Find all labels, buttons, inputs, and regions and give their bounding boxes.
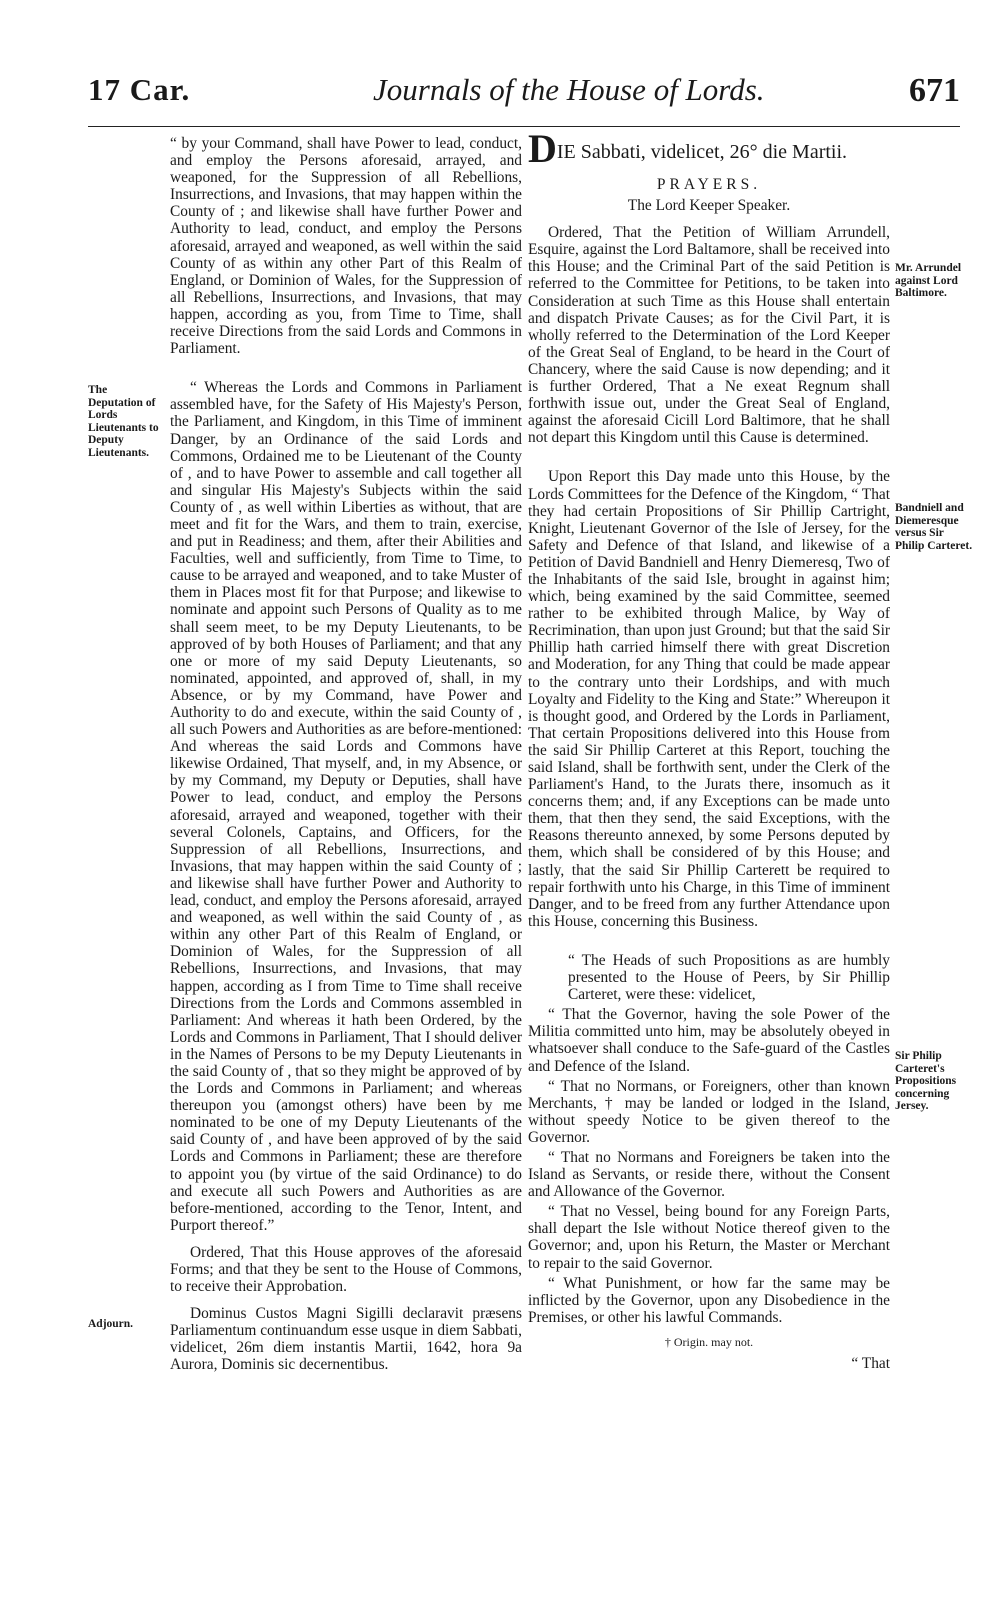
deputation-paragraph: “ Whereas the Lords and Commons in Parliament assembled have, for the Safety of His Majesty's Person, the Parliament, and Kingdom, in this Time of imminent Danger, by an Ordinance of the said Lords and Commons, Ordained me to be Lieutenant of the County of , and to have Power to assemble and call together all and singular His Majesty's Subjects within the said County of , as well within Liberties as without, that are meet and fit for the Wars, and them to train, exercise, and put in Readiness; and them, after their Abilities and Faculties, well and sufficiently, from Time to Time, to cause to be arrayed and weaponed, and to take Muster of them in Places most fit for that Purpose; and likewise to nominate and appoint such Persons of Quality as to me shall seem meet, to be my Deputy Lieutenants, to be approved of by both Houses of Parliament; and that any one or more of my said Deputy Lieutenants, so nominated, appointed, and approved of, shall, in my Absence, or by my Command, have Power and Authority to do and execute, within the said County of , all such Powers and Authorities as are before-mentioned: And whereas the said Lords and Commons have likewise Ordained, That myself, and, in my Absence, or by my Command, my Deputy or Deputies, shall have Power to lead, conduct, and employ the Persons aforesaid, arrayed and weaponed, together with their several Colonels, Captains, and Officers, for the Suppression of all Rebellions, Insurrections, and Invasions, that may happen within the said County of ; and likewise shall have further Power and Authority to lead, conduct, and employ the Persons aforesaid, arrayed and weaponed, as well within the said County of , as within any other Part of this Realm of England, or Dominion of Wales, for the Suppression of all Rebellions, Insurrections, and Invasions, that may happen, according as I from Time to Time shall receive Directions from the Lords and Commons assembled in Parliament: And whereas it hath been Ordered, by the Lords and Commons in Parliament, That I should deliver in the Names of Persons to be my Deputy Lieutenants in the said County of , that so they might be approved of by the Lords and Commons in Parliament; and whereas thereupon you (amongst others) have been by me nominated to be one of my Deputy Lieutenants of the said County of , and have been approved of by the said Lords and Commons in Parliament; these are therefore to appoint you (by virtue of the said Ordinance) to do and execute all such Powers and Authorities as are before-mentioned, according to the Tenor, Intent, and Purport thereof.” [170, 379, 522, 1234]
margin-note-arrundell: Mr. Arrundel against Lord Baltimore. [895, 262, 962, 299]
ordinance-continuation: “ by your Command, shall have Power to lead, conduct, and employ the Persons aforesaid, arrayed, and weaponed, for the Suppression of all Rebellions, Insurrections, and Invasions, that may happen within the County of ; and likewise shall have further Power and Authority to lead, conduct, and employ the Persons aforesaid, arrayed and weaponed, as well within the said County of as within any other Part of this Realm of England, or Dominion of Wales, for the Suppression of all Rebellions, Insurrections, and Invasions, that may happen, according as you, from Time to Time, shall receive Directions from the said Lords and Commons in Parliament. [170, 135, 522, 358]
speaker-line: The Lord Keeper Speaker. [627, 197, 791, 215]
proposition-item: “ What Punishment, or how far the same may be inflicted by the Governor, upon any Disobedience in the Premises, or other his lawful Commands. [528, 1274, 890, 1326]
proposition-item: “ That no Normans and Foreigners be taken into the Island as Servants, or reside there, without the Consent and Allowance of the Governor. [528, 1148, 890, 1201]
jersey-report-paragraph: Upon Report this Day made unto this House, by the Lords Committees for the Defence of the Kingdom, “ That they had certain Propositions of Sir Phillip Cartright, Knight, Lieutenant Governor of the Isle of Jersey, for the Safety and Defence of that Island, and likewise of a Petition of David Bandniell and Henry Diemeresq, Two of the Inhabitants of the said Isle, brought in against him; which, being examined by the said Committee, seemed rather to be exhibited through Malice, by Way of Recrimination, than upon just Ground; but that the said Sir Phillip hath carried himself there with great Discretion and Moderation, for any Thing that could be made appear to the contrary unto their Lordships, and with much Loyalty and Fidelity to the King and State:” Whereupon it is thought good, and Ordered by the Lords in Parliament, That certain Propositions delivered into this House from the said Sir Phillip Carteret at this Report, touching the said Island, shall be forthwith sent, under the Clerk of the Parliament's Hand, to the Jurats there, insomuch as it concerns them; and, if any Exceptions can be made unto them, that then they send, the said Exceptions, with the Reasons thereunto annexed, by some Persons deputed by them, which shall be considered of by this House; and lastly, that the said Sir Phillip Carterett be required to repair forthwith unto his Charge, in this Time of imminent Danger, and to be freed from any further Attendance upon this House, concerning this Business. [528, 468, 890, 930]
page-number: 671 [909, 72, 960, 109]
right-column [528, 126, 890, 1372]
ordered-approval-paragraph: Ordered, That this House approves of the aforesaid Forms; and that they be sent to the House of Commons, to receive their Approbation. [170, 1243, 522, 1296]
prayers-heading: PRAYERS. [656, 176, 762, 193]
journal-title: Journals of the House of Lords. [373, 72, 765, 107]
margin-note-deputation: The Deputation of Lords Lieutenants to Deputy Lieutenants. [88, 384, 159, 459]
adjournment-paragraph: Dominus Custos Magni Sigilli declaravit præsens Parliamentum continuandum esse usque in diem Sabbati, videlicet, 26m diem instantis Martii, 1642, hora 9a Aurora, Dominis sic decernentibus. [170, 1305, 522, 1374]
regnal-year: 17 Car. [88, 72, 191, 107]
catchword: “ That [851, 1355, 890, 1372]
proposition-item: “ That no Normans, or Foreigners, other than known Merchants, † may be landed or lodged in the Island, without speedy Notice to be given thereof to the Governor. [528, 1077, 890, 1146]
sitting-date [528, 126, 890, 171]
header-rule [88, 126, 960, 127]
running-head [88, 72, 960, 132]
proposition-item: “ That the Governor, having the sole Power of the Militia committed unto him, may be absolutely obeyed in whatsoever shall conduce to the Safe-guard of the Castles and Defence of the Island. [528, 1006, 890, 1075]
propositions-intro: “ The Heads of such Propositions as are humbly presented to the House of Peers, by Sir Phillip Carteret, were these: videlicet, [568, 951, 890, 1004]
margin-note-carteret: Sir Philip Carteret's Propositions concerning Jersey. [895, 1050, 957, 1112]
arrundell-order-paragraph: Ordered, That the Petition of William Arrundell, Esquire, against the Lord Baltamore, shall be received into this House; and the Criminal Part of the said Petition is referred to the Committee for Petitions, to be taken into Consideration at such Time as this House shall entertain and dispatch Private Causes; as for the Civil Part, it is wholly referred to the Determination of the Lord Keeper of the Great Seal of England, to be heard in the Court of Chancery, where the said Cause is now depending; and it is further Ordered, That a Ne exeat Regnum shall forthwith issue out, under the Great Seal of England, against the aforesaid Cicill Lord Baltimore, that he shall not depart this Kingdom until this Cause is determined. [528, 224, 890, 447]
footnote: † Origin. may not. [664, 1334, 754, 1349]
left-column [170, 135, 522, 1374]
margin-note-bandniell: Bandniell and Diemeresque versus Sir Philip Carteret. [895, 502, 973, 552]
sitting-date-text: IE Sabbati, videlicet, 26° die Martii. [556, 141, 848, 163]
drop-cap: D [528, 126, 557, 171]
margin-note-adjourn: Adjourn. [88, 1318, 134, 1330]
proposition-item: “ That no Vessel, being bound for any Foreign Parts, shall depart the Isle without Notice thereof given to the Governor; and, upon his Return, the Master or Merchant to repair to the said Governor. [528, 1203, 890, 1272]
